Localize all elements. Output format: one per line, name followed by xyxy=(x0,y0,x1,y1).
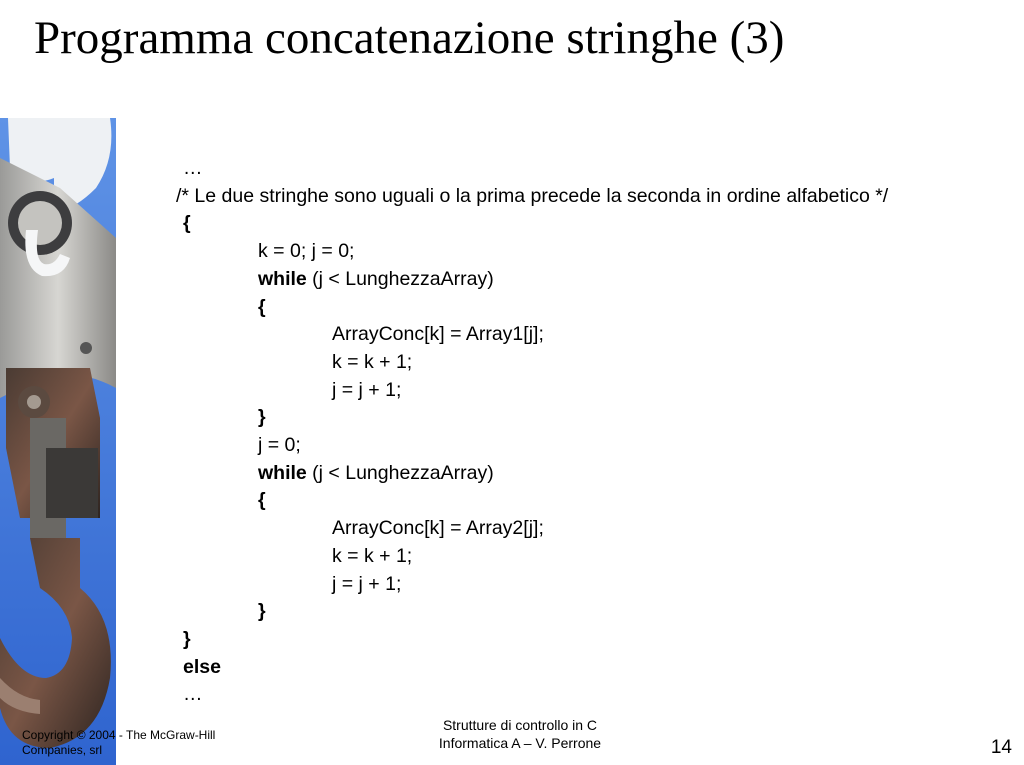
code-keyword: while xyxy=(258,268,307,290)
code-line xyxy=(332,320,544,348)
code-line xyxy=(258,237,354,265)
code-text: ArrayConc[k] = Array2[j]; xyxy=(332,517,544,539)
code-keyword: { xyxy=(258,489,266,511)
copyright-notice: Copyright © 2004 - The McGraw-Hill Companies, srl xyxy=(22,728,216,757)
slide-title: Programma concatenazione stringhe (3) xyxy=(34,12,785,64)
code-line xyxy=(258,293,266,321)
code-text: ArrayConc[k] = Array1[j]; xyxy=(332,323,544,345)
code-text: k = 0; j = 0; xyxy=(258,240,355,262)
code-text: j = 0; xyxy=(258,434,301,456)
code-line xyxy=(258,459,494,487)
code-text: j = j + 1; xyxy=(332,573,402,595)
code-line xyxy=(183,154,203,182)
code-text: (j < LunghezzaArray) xyxy=(306,268,494,290)
code-line xyxy=(183,653,221,681)
code-keyword: else xyxy=(183,656,221,678)
code-keyword: { xyxy=(183,212,191,234)
course-footer xyxy=(420,716,620,752)
code-line xyxy=(332,376,401,404)
slide-number: 14 xyxy=(990,737,1012,758)
code-text: /* Le due stringhe sono uguali o la prima precede la seconda in ordine alfabetico */ xyxy=(176,185,889,207)
code-keyword: { xyxy=(258,296,266,318)
code-line xyxy=(332,570,401,598)
code-line xyxy=(258,403,266,431)
code-line xyxy=(332,348,412,376)
code-keyword: } xyxy=(183,628,191,650)
code-line xyxy=(258,431,301,459)
course-title: Strutture di controllo in C xyxy=(442,717,598,733)
crane-hook-icon xyxy=(0,118,116,765)
code-text: k = k + 1; xyxy=(332,545,413,567)
code-line xyxy=(258,597,266,625)
code-text: j = j + 1; xyxy=(332,379,402,401)
code-line xyxy=(183,680,203,708)
code-line xyxy=(183,209,191,237)
code-line xyxy=(183,625,191,653)
code-text: … xyxy=(183,157,203,179)
code-keyword: while xyxy=(258,462,307,484)
code-text: k = k + 1; xyxy=(332,351,413,373)
code-line xyxy=(176,182,888,210)
course-author: Informatica A – V. Perrone xyxy=(438,735,602,751)
code-line xyxy=(258,265,494,293)
code-keyword: } xyxy=(258,600,266,622)
code-keyword: } xyxy=(258,406,266,428)
code-text: … xyxy=(183,683,203,705)
code-line xyxy=(332,514,544,542)
code-line xyxy=(258,486,266,514)
crane-hook-photo xyxy=(0,118,116,765)
code-text: (j < LunghezzaArray) xyxy=(306,462,494,484)
code-line xyxy=(332,542,412,570)
